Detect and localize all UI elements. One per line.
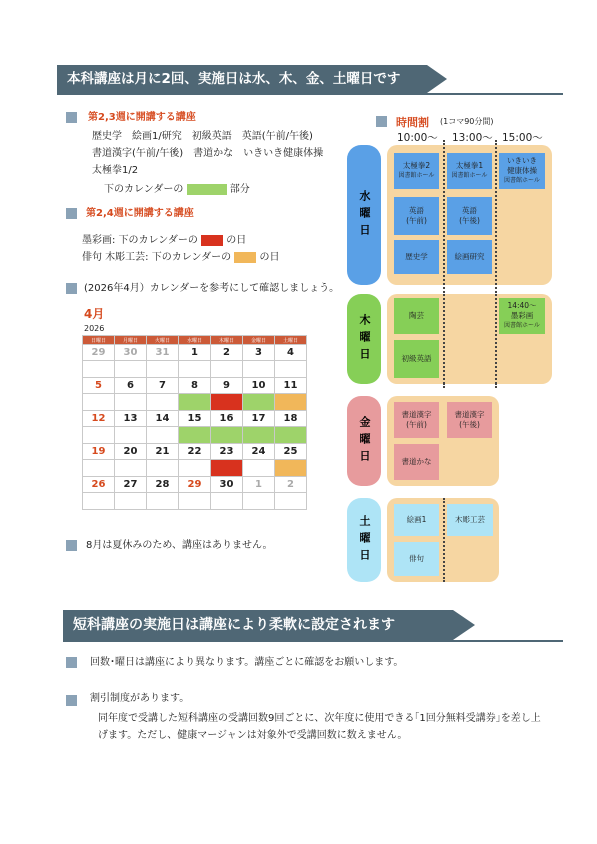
date-cell: 17 <box>243 411 275 427</box>
mark-cell <box>147 394 179 411</box>
mark-cell <box>211 361 243 378</box>
calendar-note: (2026年4月）カレンダーを参考にして確認しましょう。 <box>84 283 340 294</box>
course-shokyu-eigo <box>394 340 439 378</box>
mark-cell <box>179 460 211 477</box>
weekday-cell: 金曜日 <box>243 336 275 345</box>
course-name: 絵画研究 <box>454 252 485 261</box>
mark-cell <box>115 427 147 444</box>
date-cell: 15 <box>179 411 211 427</box>
bullet-square <box>66 695 77 706</box>
course-venue: 図書館ホール <box>398 172 435 179</box>
course-name: 英語 <box>409 206 424 215</box>
weeks23-heading: 第2,3週に開講する講座 <box>88 112 196 123</box>
bullet-square <box>66 283 77 294</box>
course-name: 歴史学 <box>405 252 428 261</box>
mark-cell <box>83 493 115 510</box>
mark-cell <box>147 493 179 510</box>
short-bullet-2: 割引制度があります。 <box>90 693 190 704</box>
calendar-table <box>82 335 307 510</box>
course-name: 英語 <box>462 206 477 215</box>
calendar-date-row <box>83 378 307 394</box>
date-cell: 24 <box>243 444 275 460</box>
column-divider <box>443 498 445 582</box>
calendar-year: 2026 <box>84 324 105 333</box>
mark-cell <box>83 460 115 477</box>
mark-cell <box>147 427 179 444</box>
date-cell: 1 <box>243 477 275 493</box>
section-banner: 本科講座は月に2回、実施日は水、木、金、土曜日です <box>57 65 427 93</box>
date-cell: 4 <box>275 345 307 361</box>
course-taikyoku1 <box>447 153 492 189</box>
date-cell: 19 <box>83 444 115 460</box>
calendar-date-row <box>83 444 307 460</box>
course-shodo-kanji-pm <box>447 402 492 438</box>
calendar-mark-row <box>83 361 307 378</box>
timetable-subheading: (1コマ90分間) <box>440 117 494 126</box>
calendar-mark-row <box>83 427 307 444</box>
date-cell: 16 <box>211 411 243 427</box>
bullet-square <box>66 208 77 219</box>
mark-cell <box>115 394 147 411</box>
mark-cell <box>115 460 147 477</box>
legend-text: の日 <box>226 235 247 246</box>
calendar-mark-row <box>83 394 307 411</box>
date-cell: 12 <box>83 411 115 427</box>
date-cell: 29 <box>83 345 115 361</box>
date-cell: 25 <box>275 444 307 460</box>
mark-cell <box>115 361 147 378</box>
course-eigo-am <box>394 197 439 235</box>
time-label: 10:00～ <box>397 132 438 144</box>
course-mokucho <box>447 504 493 536</box>
time-label: 13:00～ <box>452 132 493 144</box>
calendar-mark-row <box>83 493 307 510</box>
mark-cell <box>275 361 307 378</box>
weeks24-line2 <box>82 251 279 265</box>
bullet-square <box>66 540 77 551</box>
date-cell: 30 <box>115 345 147 361</box>
weeks24-heading: 第2,4週に開講する講座 <box>86 208 194 219</box>
short-bullet-1: 回数･曜日は講座により異なります。講座ごとに確認をお願いします。 <box>90 657 404 668</box>
weeks23-legend <box>104 183 250 197</box>
course-tougei <box>394 298 439 334</box>
date-cell: 27 <box>115 477 147 493</box>
day-label-saturday: 土曜日 <box>347 498 381 582</box>
banner-underline <box>63 640 563 642</box>
date-cell: 28 <box>147 477 179 493</box>
calendar-header-row <box>83 336 307 345</box>
weekday-cell: 月曜日 <box>115 336 147 345</box>
date-cell: 9 <box>211 378 243 394</box>
course-name: 初級英語 <box>401 354 432 363</box>
orange-swatch <box>234 252 256 263</box>
course-rekishi <box>394 240 439 274</box>
mark-cell <box>147 460 179 477</box>
date-cell: 7 <box>147 378 179 394</box>
bullet-square <box>66 657 77 668</box>
course-name: 木彫工芸 <box>455 515 485 524</box>
red-swatch <box>201 235 223 246</box>
date-cell: 20 <box>115 444 147 460</box>
calendar-date-row <box>83 345 307 361</box>
mark-cell-orange <box>275 460 307 477</box>
weeks23-line: 書道漢字(午前/午後) 書道かな いきいき健康体操 <box>92 148 324 159</box>
timetable-heading: 時間割 <box>396 116 429 129</box>
weeks24-line1 <box>82 234 246 248</box>
mark-cell <box>179 361 211 378</box>
weekday-cell: 火曜日 <box>147 336 179 345</box>
course-venue: 図書館ホール <box>504 177 540 184</box>
calendar-month: 4月 <box>84 307 105 321</box>
date-cell: 13 <box>115 411 147 427</box>
course-name: 陶芸 <box>409 311 424 320</box>
mark-cell <box>115 493 147 510</box>
course-time: 14:40～ <box>507 301 537 310</box>
course-ikiiki <box>499 153 545 189</box>
course-name: 太極拳1 <box>455 161 484 170</box>
course-haiku <box>394 542 439 576</box>
weekday-cell: 日曜日 <box>83 336 115 345</box>
course-time: (午前) <box>406 420 427 429</box>
mark-cell-green <box>211 427 243 444</box>
bullet-square <box>376 116 387 127</box>
legend-text: 部分 <box>229 184 250 195</box>
august-note: 8月は夏休みのため、講座はありません。 <box>86 540 273 551</box>
date-cell: 6 <box>115 378 147 394</box>
mark-cell-red <box>211 394 243 411</box>
mark-cell <box>243 361 275 378</box>
date-cell: 2 <box>275 477 307 493</box>
course-name: 書道漢字 <box>401 410 432 419</box>
day-label-wednesday: 水曜日 <box>347 145 381 285</box>
weeks23-courses <box>92 130 323 178</box>
banner-arrow-tip <box>427 65 447 93</box>
bullet-square <box>66 112 77 123</box>
date-cell: 11 <box>275 378 307 394</box>
course-taikyoku2 <box>394 153 439 189</box>
date-cell: 22 <box>179 444 211 460</box>
mark-cell-orange <box>275 394 307 411</box>
mark-cell-green <box>179 394 211 411</box>
legend-text: 墨彩画: 下のカレンダーの <box>82 235 198 246</box>
mark-cell <box>179 493 211 510</box>
day-label-friday: 金曜日 <box>347 396 381 486</box>
weeks23-line: 歴史学 絵画1/研究 初級英語 英語(午前/午後) <box>92 131 313 142</box>
date-cell: 10 <box>243 378 275 394</box>
course-name: 書道かな <box>401 457 432 466</box>
course-time: (午後) <box>459 420 480 429</box>
date-cell: 29 <box>179 477 211 493</box>
date-cell: 3 <box>243 345 275 361</box>
day-label-thursday: 木曜日 <box>347 294 381 384</box>
mark-cell <box>211 493 243 510</box>
mark-cell <box>275 493 307 510</box>
short-body: 同年度で受講した短科講座の受講回数9回ごとに、次年度に使用できる｢1回分無料受講券｣を差し上げます。ただし、健康マージャンは対象外で受講回数に数えません。 <box>98 713 541 741</box>
mark-cell <box>83 394 115 411</box>
date-cell: 5 <box>83 378 115 394</box>
mark-cell-green <box>275 427 307 444</box>
course-venue: 図書館ホール <box>504 322 540 329</box>
column-divider <box>443 294 445 388</box>
course-name: 健康体操 <box>507 166 537 175</box>
course-venue: 図書館ホール <box>451 172 488 179</box>
mark-cell <box>147 361 179 378</box>
green-swatch <box>187 184 227 195</box>
weekday-cell: 土曜日 <box>275 336 307 345</box>
course-name: 書道漢字 <box>454 410 485 419</box>
date-cell: 21 <box>147 444 179 460</box>
date-cell: 18 <box>275 411 307 427</box>
calendar-mark-row <box>83 460 307 477</box>
calendar-date-row <box>83 477 307 493</box>
time-label: 15:00～ <box>502 132 543 144</box>
course-name: 絵画1 <box>406 515 427 524</box>
date-cell: 1 <box>179 345 211 361</box>
course-kaiga1 <box>394 504 439 536</box>
weekday-cell: 木曜日 <box>211 336 243 345</box>
course-kaiga-kenkyu <box>447 240 492 274</box>
course-name: 俳句 <box>409 554 424 563</box>
date-cell: 31 <box>147 345 179 361</box>
legend-text: 下のカレンダーの <box>104 184 184 195</box>
course-time: (午前) <box>406 216 427 225</box>
column-divider <box>495 294 497 388</box>
mark-cell-green <box>243 394 275 411</box>
mark-cell <box>243 493 275 510</box>
calendar-date-row <box>83 411 307 427</box>
weeks23-line: 太極拳1/2 <box>92 165 139 176</box>
banner-underline <box>57 93 563 95</box>
course-shodo-kanji-am <box>394 402 439 438</box>
date-cell: 26 <box>83 477 115 493</box>
weekday-cell: 水曜日 <box>179 336 211 345</box>
mark-cell <box>83 427 115 444</box>
legend-text: の日 <box>259 252 280 263</box>
mark-cell-red <box>211 460 243 477</box>
date-cell: 2 <box>211 345 243 361</box>
course-sumi <box>499 298 545 334</box>
course-name: いきいき <box>507 156 537 165</box>
legend-text: 俳句 木彫工芸: 下のカレンダーの <box>82 252 232 263</box>
date-cell: 8 <box>179 378 211 394</box>
banner-arrow-tip <box>453 610 475 640</box>
course-shodo-kana <box>394 444 439 480</box>
mark-cell <box>243 460 275 477</box>
section-banner: 短科講座の実施日は講座により柔軟に設定されます <box>63 610 453 640</box>
mark-cell-green <box>243 427 275 444</box>
date-cell: 14 <box>147 411 179 427</box>
mark-cell <box>83 361 115 378</box>
course-name: 墨彩画 <box>510 311 534 320</box>
mark-cell-green <box>179 427 211 444</box>
course-time: (午後) <box>459 216 480 225</box>
course-eigo-pm <box>447 197 492 235</box>
date-cell: 23 <box>211 444 243 460</box>
date-cell: 30 <box>211 477 243 493</box>
course-name: 太極拳2 <box>402 161 431 170</box>
